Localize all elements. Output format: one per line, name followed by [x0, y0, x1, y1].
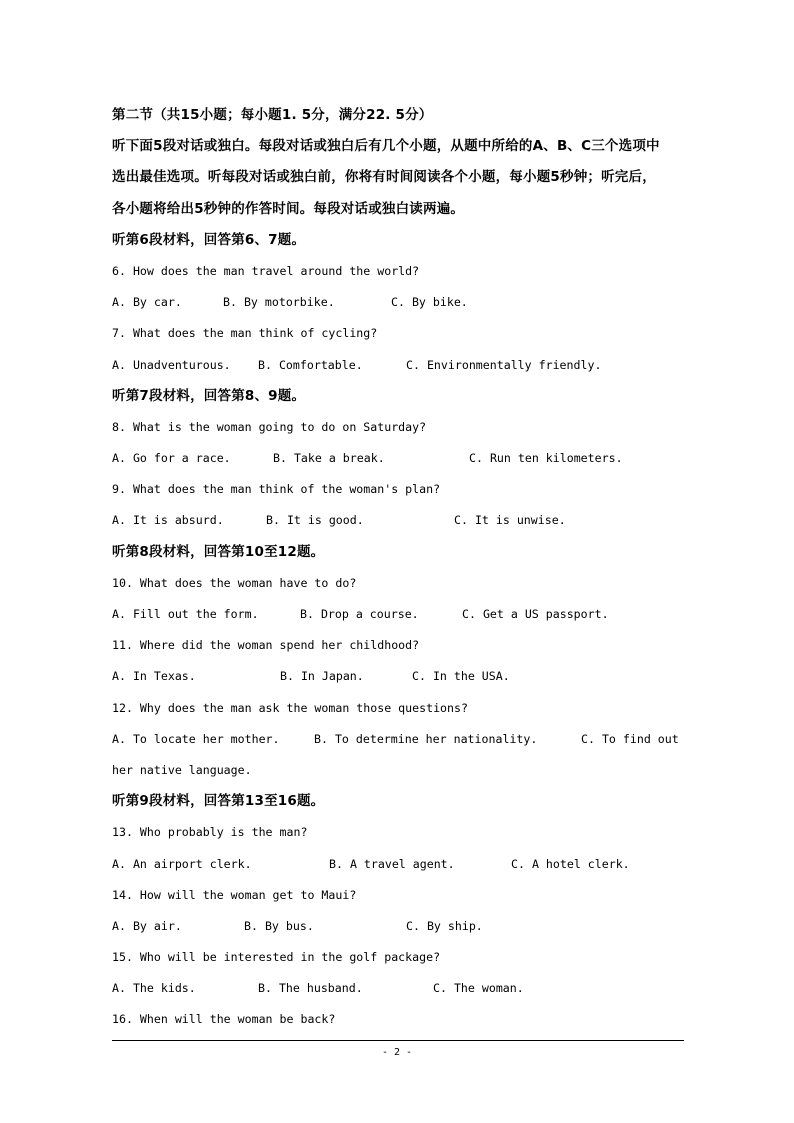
- option-a: A. By air.: [112, 918, 182, 933]
- page-number: - 2 -: [381, 1047, 413, 1058]
- question-6-options: [112, 287, 684, 318]
- question-14-stem: 14. How will the woman get to Maui?: [112, 887, 357, 902]
- option-c: C. To find out: [581, 731, 679, 746]
- option-c: C. The woman.: [433, 981, 524, 996]
- question-11-stem: 11. Where did the woman spend her childhood?: [112, 638, 420, 653]
- option-b: B. Take a break.: [273, 451, 385, 466]
- option-b: B. It is good.: [266, 513, 364, 528]
- question-10-stem: 10. What does the woman have to do?: [112, 575, 357, 590]
- option-a: A. The kids.: [112, 981, 196, 996]
- option-a: A. In Texas.: [112, 669, 196, 684]
- group-heading-13-16: 听第9段材料，回答第13至16题。: [112, 793, 325, 810]
- question-8-options: [112, 443, 684, 474]
- question-13-stem: 13. Who probably is the man?: [112, 825, 308, 840]
- question-15-stem: 15. Who will be interested in the golf package?: [112, 950, 441, 965]
- option-b: B. Drop a course.: [300, 607, 419, 621]
- option-b: B. By motorbike.: [223, 295, 335, 310]
- exam-page: [112, 100, 684, 1036]
- option-a: A. Go for a race.: [112, 451, 231, 466]
- option-a: A. Unadventurous.: [112, 357, 231, 372]
- question-16-stem: 16. When will the woman be back?: [112, 1012, 336, 1027]
- question-6-stem: 6. How does the man travel around the world?: [112, 263, 420, 278]
- footer-divider: [112, 1040, 684, 1041]
- question-10-options: [112, 599, 684, 630]
- question-12-stem: 12. Why does the man ask the woman those questions?: [112, 700, 468, 715]
- option-b: B. A travel agent.: [329, 856, 455, 871]
- question-15-options: [112, 973, 684, 1004]
- question-9-stem: 9. What does the man think of the woman's plan?: [112, 482, 441, 497]
- option-a: A. An airport clerk.: [112, 856, 252, 871]
- question-7-options: [112, 350, 684, 381]
- instructions-line-2: 选出最佳选项。听每段对话或独白前，你将有时间阅读各个小题，每小题5秒钟；听完后，: [112, 169, 656, 186]
- option-a: A. It is absurd.: [112, 513, 224, 528]
- option-a: A. By car.: [112, 295, 182, 310]
- instructions-line-1: 听下面5段对话或独白。每段对话或独白后有几个小题，从题中所给的A、B、C三个选项中: [112, 138, 660, 155]
- option-c: C. Run ten kilometers.: [469, 451, 623, 466]
- option-b: B. In Japan.: [280, 669, 364, 684]
- option-b: B. By bus.: [244, 918, 314, 933]
- section-title: 第二节（共15小题；每小题1. 5分，满分22. 5分）: [112, 107, 433, 123]
- option-a: A. Fill out the form.: [112, 607, 259, 621]
- group-heading-10-12: 听第8段材料，回答第10至12题。: [112, 543, 325, 560]
- question-9-options: [112, 505, 684, 536]
- question-7-stem: 7. What does the man think of cycling?: [112, 326, 378, 341]
- instructions-line-3: 各小题将给出5秒钟的作答时间。每段对话或独白读两遍。: [112, 200, 465, 217]
- option-a: A. To locate her mother.: [112, 731, 280, 746]
- group-heading-8-9: 听第7段材料，回答第8、9题。: [112, 387, 306, 404]
- option-c: C. Environmentally friendly.: [406, 357, 602, 372]
- option-c: C. A hotel clerk.: [511, 856, 630, 871]
- question-12-options: [112, 724, 684, 755]
- question-14-options: [112, 911, 684, 942]
- option-c: C. It is unwise.: [454, 513, 566, 528]
- group-heading-6-7: 听第6段材料，回答第6、7题。: [112, 231, 306, 248]
- question-12-option-c-continuation: her native language.: [112, 762, 252, 777]
- option-b: B. The husband.: [258, 981, 363, 996]
- option-b: B. Comfortable.: [258, 357, 363, 372]
- option-c: C. By ship.: [406, 918, 483, 933]
- option-c: C. In the USA.: [412, 669, 510, 684]
- option-c: C. By bike.: [391, 295, 468, 310]
- option-c: C. Get a US passport.: [462, 607, 609, 621]
- question-13-options: [112, 849, 684, 880]
- question-8-stem: 8. What is the woman going to do on Saturday?: [112, 419, 427, 434]
- question-11-options: [112, 661, 684, 692]
- option-b: B. To determine her nationality.: [314, 731, 538, 746]
